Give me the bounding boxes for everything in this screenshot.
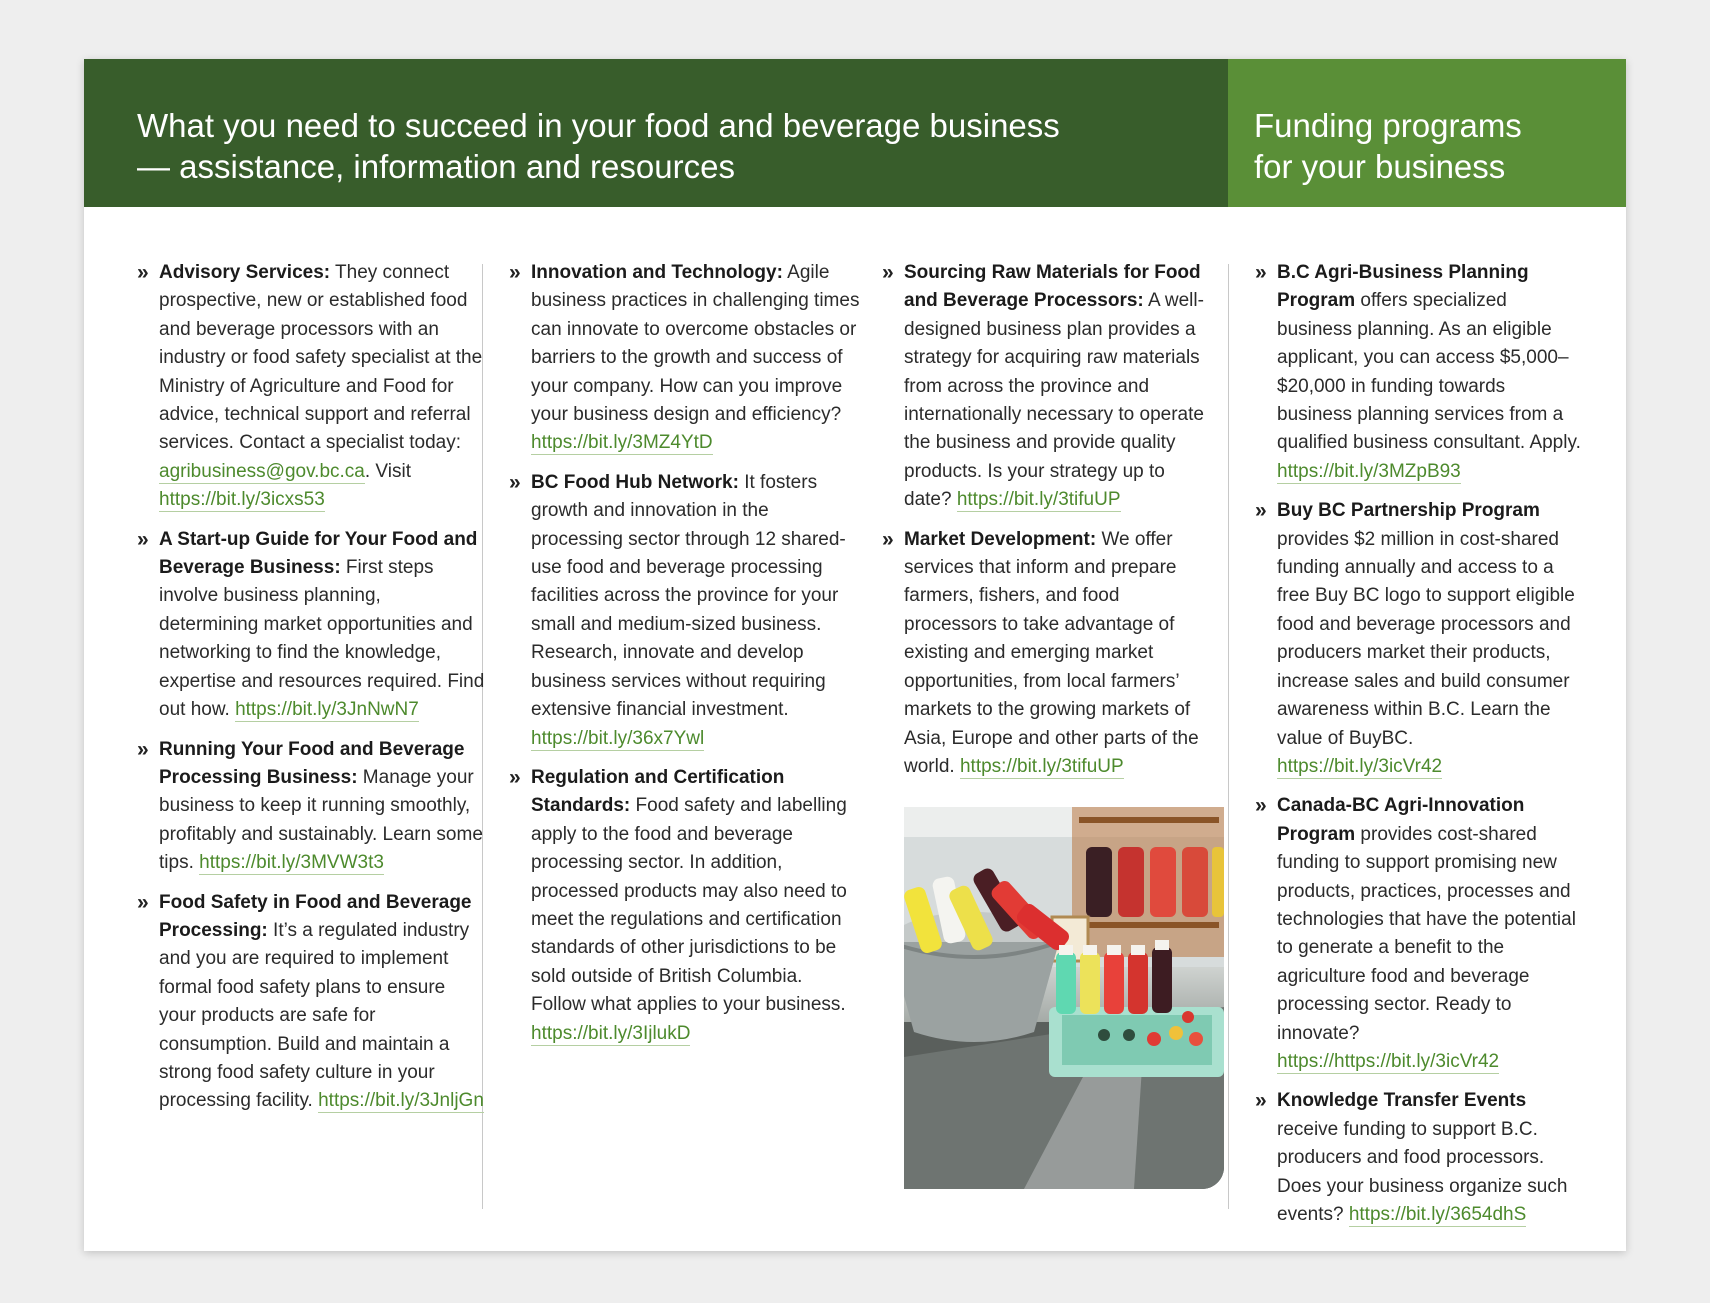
beverage-bottles-photo (904, 807, 1224, 1189)
list-item-knowledge-transfer (1255, 1087, 1581, 1229)
item-title: Running Your Food and Beverage Processing Business: (159, 738, 465, 788)
item-title: A Start-up Guide for Your Food and Beverage Business: (159, 528, 478, 579)
item-title: Canada-BC Agri-Innovation Program (1277, 795, 1525, 845)
bullet-icon: » (137, 737, 149, 761)
bullet-icon: » (137, 261, 149, 284)
item-text: provides $2 million in cost-shared funding annually and access to a free Buy BC logo to support eligible food and beverage processors and producers market their products, increase sales and build consumer awareness within B.C. Learn the value of BuyBC. (1277, 528, 1575, 749)
list-item-advisory-services (137, 259, 485, 515)
bullet-icon: » (882, 261, 894, 284)
column-divider (1228, 264, 1229, 1209)
item-title: Knowledge Transfer Events (1277, 1090, 1527, 1112)
item-title: Market Development: (904, 528, 1097, 550)
item-text: Manage your business to keep it running smoothly, profitably and sustainably. Learn some tips. (159, 766, 483, 874)
funding-programs-column (1255, 259, 1581, 1240)
item-text: It fosters growth and innovation in the processing sector through 12 shared-use food and beverage processing facilities across the province for your small and medium-sized business. Research, innovate and develop business services without requiring extensive financial investment. (531, 471, 846, 721)
resources-column-2 (509, 259, 861, 1059)
bullet-icon: » (137, 890, 149, 914)
beverage-photo-illustration (904, 807, 1224, 1189)
item-text: . Visit (364, 460, 411, 482)
main-header-title (137, 105, 1060, 187)
email-link[interactable]: agribusiness@gov.bc.ca (159, 460, 365, 482)
item-link[interactable]: https://bit.ly/3icVr42 (1277, 755, 1443, 777)
list-item-regulation (509, 764, 861, 1048)
item-text: A well-designed business plan provides a strategy for acquiring raw materials from across the province and internationally necessary to operate the business and provide quality products. Is your strategy up to date? (904, 290, 1204, 511)
bullet-icon: » (1255, 499, 1267, 523)
bullet-icon: » (509, 470, 521, 494)
item-text: Agile business practices in challenging times can innovate to overcome obstacles or barriers to the growth and success of your company. How can you improve your business design and efficiency? (531, 262, 860, 426)
list-item-food-safety (137, 889, 485, 1116)
item-link[interactable]: https://bit.ly/3MVW3t3 (199, 852, 384, 874)
item-text: offers specialized business planning. As an eligible applicant, you can access $5,000–$20,000 in funding towards business planning services from a qualified business consultant. Apply. (1277, 290, 1581, 454)
item-text: provides cost-shared funding to support promising new products, practices, processes and technologies that have the potential to generate a benefit to the agriculture food and beverage processing sector. Ready to innovate? (1277, 823, 1576, 1044)
list-item-food-hub (509, 469, 861, 753)
item-text: It’s a regulated industry and you are required to implement formal food safety plans to ensure your products are safe for consumption. Build and maintain a strong food safety culture in your processing facility. (159, 919, 470, 1112)
item-link[interactable]: https://bit.ly/3JnljGn (318, 1090, 484, 1112)
funding-header-band (1228, 59, 1626, 207)
bullet-icon: » (882, 527, 894, 551)
item-text: receive funding to support B.C. producers and food processors. Does your business organize such events? (1277, 1118, 1568, 1225)
item-title: BC Food Hub Network: (531, 471, 739, 493)
item-link[interactable]: https://bit.ly/36x7Ywl (531, 727, 705, 749)
item-text: First steps involve business planning, determining market opportunities and networking to find the knowledge, expertise and resources required. Find out how. (159, 557, 485, 721)
item-link[interactable]: https://bit.ly/3IjlukD (531, 1022, 691, 1044)
list-item-startup-guide (137, 526, 485, 725)
list-item-market-development (882, 526, 1210, 782)
item-title: Regulation and Certification Standards: (531, 766, 785, 817)
item-text: Food safety and labelling apply to the food and beverage processing sector. In addition, processed products may also need to meet the regulations and certification standards of other jurisdictions to be sold outside of British Columbia. Follow what applies to your business. (531, 795, 847, 1016)
item-link[interactable]: https://bit.ly/3654dhS (1348, 1204, 1527, 1225)
item-link[interactable]: https://bit.ly/3MZ4YtD (531, 432, 713, 454)
main-title-line-2: — assistance, information and resources (137, 148, 735, 185)
bullet-icon: » (137, 527, 149, 551)
bullet-icon: » (509, 765, 521, 789)
item-title: Food Safety in Food and Beverage Processing: (159, 891, 472, 941)
funding-header-title (1254, 105, 1522, 187)
item-title: Buy BC Partnership Program (1277, 500, 1540, 522)
item-title: Innovation and Technology: (531, 262, 783, 283)
list-item-innovation (509, 259, 861, 458)
resources-column-3 (882, 259, 1210, 1189)
main-title-line-1: What you need to succeed in your food and beverage business (137, 107, 1060, 144)
list-item-agri-innovation (1255, 792, 1581, 1076)
funding-title-line-2: for your business (1254, 148, 1506, 185)
item-link[interactable]: https://bit.ly/3icxs53 (159, 489, 325, 511)
main-header-band (84, 59, 1228, 207)
bullet-icon: » (1255, 794, 1267, 818)
list-item-agri-business-planning (1255, 259, 1581, 486)
item-link[interactable]: https://https://bit.ly/3icVr42 (1277, 1050, 1500, 1072)
item-link[interactable]: https://bit.ly/3tifuUP (956, 489, 1121, 511)
list-item-sourcing (882, 259, 1210, 515)
resources-column-1 (137, 259, 485, 1127)
item-text: They connect prospective, new or established food and beverage processors with an industry or food safety specialist at the Ministry of Agriculture and Food for advice, technical support and referral services. Contact a specialist today: (159, 262, 483, 454)
item-link[interactable]: https://bit.ly/3tifuUP (959, 755, 1124, 777)
item-title: B.C Agri-Business Planning Program (1277, 262, 1529, 312)
bullet-icon: » (1255, 261, 1267, 284)
bullet-icon: » (1255, 1089, 1267, 1113)
item-title: Sourcing Raw Materials for Food and Beverage Processors: (904, 262, 1201, 312)
brochure-page (84, 59, 1626, 1251)
list-item-buy-bc (1255, 497, 1581, 781)
funding-title-line-1: Funding programs (1254, 107, 1522, 144)
item-link[interactable]: https://bit.ly/3JnNwN7 (235, 699, 419, 721)
item-text: We offer services that inform and prepare farmers, fishers, and food processors to take advantage of existing and emerging market opportunities, from local farmers’ markets to the growing markets of Asia, Europe and other parts of the world. (904, 528, 1199, 777)
item-title: Advisory Services: (159, 262, 331, 283)
list-item-running-business (137, 736, 485, 878)
bullet-icon: » (509, 261, 521, 284)
item-link[interactable]: https://bit.ly/3MZpB93 (1277, 460, 1461, 482)
